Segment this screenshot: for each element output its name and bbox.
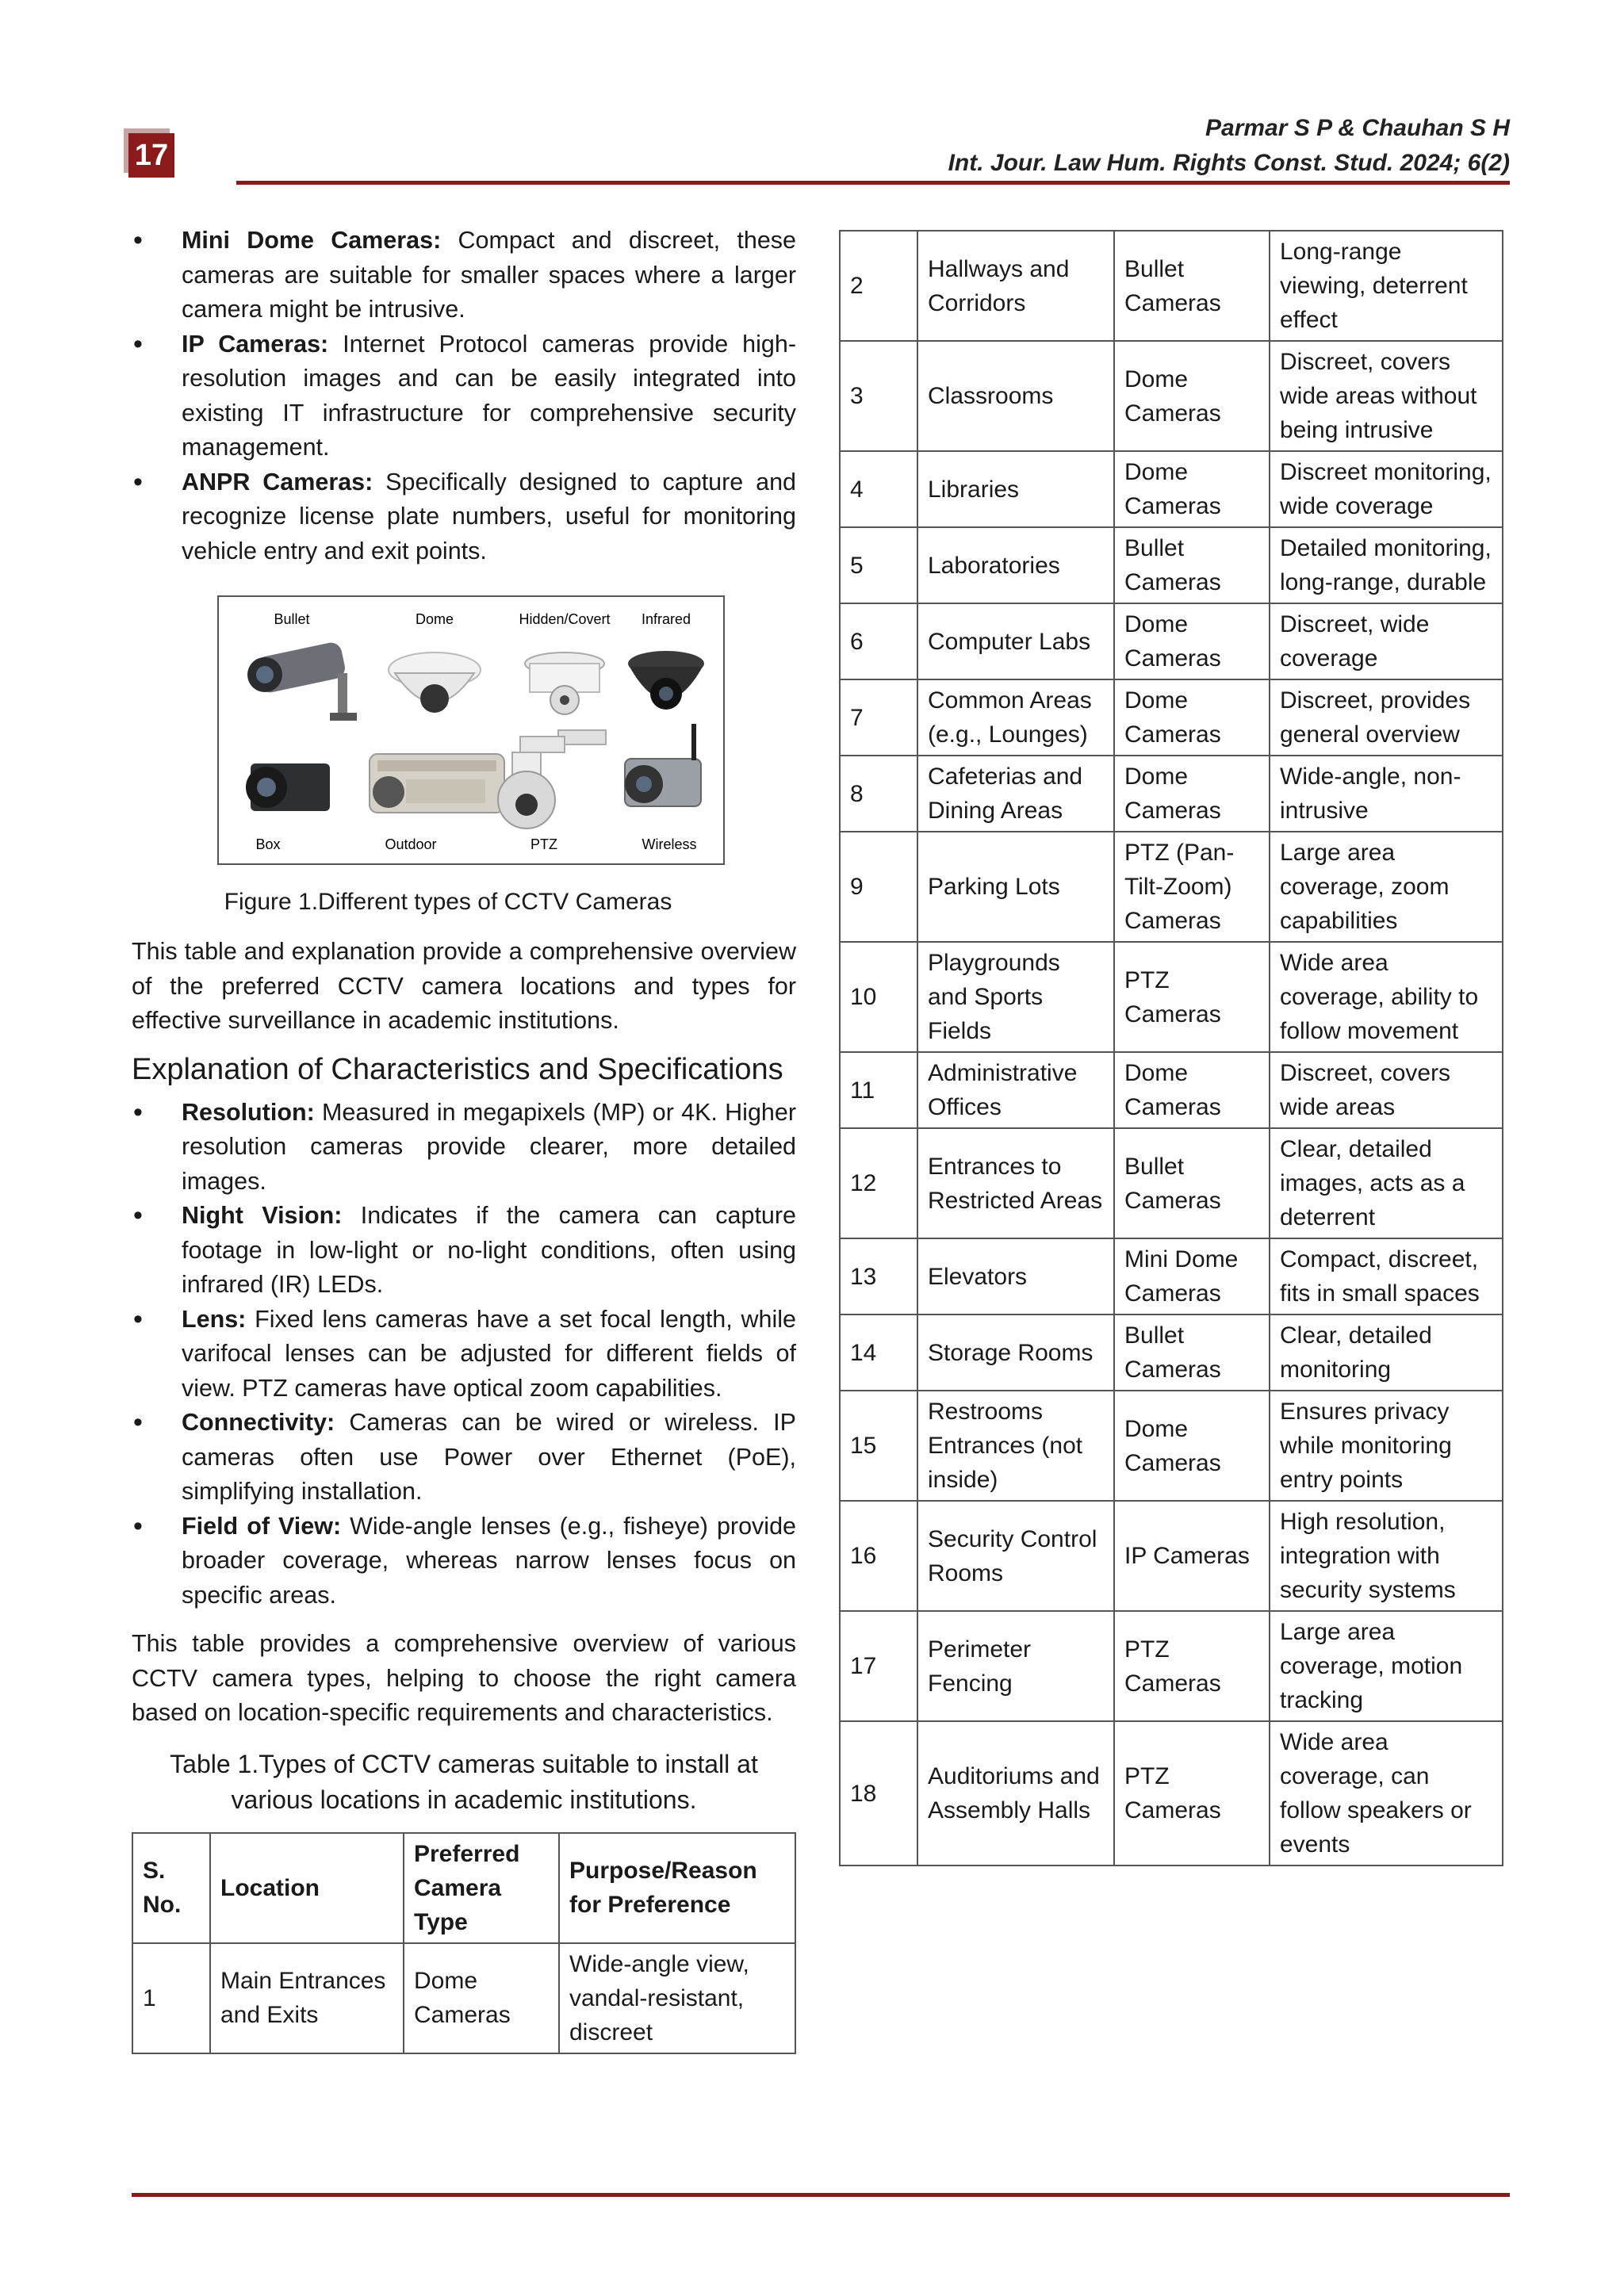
list-item: • ANPR Cameras: Specifically designed to capture and recognize license plate numbers, useful for monitoring vehicle entry and exit points. <box>132 465 796 569</box>
cell-camera-type: Bullet Cameras <box>1114 527 1270 603</box>
list-item: • Lens: Fixed lens cameras have a set focal length, while varifocal lenses can be adjusted for different fields of view. PTZ cameras have optical zoom capabilities. <box>132 1303 796 1406</box>
cell-camera-type: Dome Cameras <box>1114 1052 1270 1128</box>
cell-purpose: Large area coverage, zoom capabilities <box>1270 832 1503 942</box>
cell-camera-type: Mini Dome Cameras <box>1114 1238 1270 1314</box>
cell-location: Playgrounds and Sports Fields <box>917 942 1114 1052</box>
table-caption: Table 1.Types of CCTV cameras suitable to install at various locations in academic institutions. <box>170 1749 758 1814</box>
paragraph: This table provides a comprehensive overview of various CCTV camera types, helping to choose the right camera based on location-specific requirements and characteristics. <box>132 1630 796 1726</box>
cell-sno: 11 <box>840 1052 917 1128</box>
running-header <box>948 111 1510 181</box>
cell-sno: 7 <box>840 679 917 756</box>
figure-label-dome: Dome <box>415 611 454 627</box>
table-row <box>840 231 1503 341</box>
cell-camera-type: Dome Cameras <box>1114 1391 1270 1501</box>
cell-location: Storage Rooms <box>917 1314 1114 1391</box>
cell-purpose: Wide area coverage, can follow speakers or events <box>1270 1721 1503 1866</box>
cell-camera-type: Dome Cameras <box>1114 603 1270 679</box>
cell-purpose: High resolution, integration with security systems <box>1270 1501 1503 1611</box>
cell-camera-type: Bullet Cameras <box>1114 1314 1270 1391</box>
cell-purpose: Long-range viewing, deterrent effect <box>1270 231 1503 341</box>
list-item: • IP Cameras: Internet Protocol cameras provide high-resolution images and can be easily integrated into existing IT infrastructure for comprehensive security management. <box>132 327 796 465</box>
cell-location: Perimeter Fencing <box>917 1611 1114 1721</box>
cell-sno: 14 <box>840 1314 917 1391</box>
footer-rule <box>132 2193 1510 2197</box>
cell-sno: 17 <box>840 1611 917 1721</box>
cell-purpose: Compact, discreet, fits in small spaces <box>1270 1238 1503 1314</box>
cell-sno: 2 <box>840 231 917 341</box>
outdoor-camera-icon <box>370 754 504 813</box>
camera-type-list <box>132 224 796 568</box>
header-purpose: Purpose/Reason for Preference <box>559 1833 795 1943</box>
cell-purpose: Discreet monitoring, wide coverage <box>1270 451 1503 527</box>
figure-label-outdoor: Outdoor <box>385 836 437 852</box>
cell-location: Parking Lots <box>917 832 1114 942</box>
cell-location: Elevators <box>917 1238 1114 1314</box>
cell-location: Security Control Rooms <box>917 1501 1114 1611</box>
table-row <box>840 832 1503 942</box>
camera-table-part1 <box>132 1832 796 2054</box>
camera-illustrations <box>219 597 723 863</box>
cell-location: Entrances to Restricted Areas <box>917 1128 1114 1238</box>
cell-purpose: Discreet, wide coverage <box>1270 603 1503 679</box>
cell-sno: 3 <box>840 341 917 451</box>
cell-camera-type: Dome Cameras <box>1114 451 1270 527</box>
table-row <box>132 1943 795 2053</box>
table-row <box>840 942 1503 1052</box>
left-column <box>132 224 796 2054</box>
cell-sno: 4 <box>840 451 917 527</box>
header-authors: Parmar S P & Chauhan S H <box>1205 115 1510 141</box>
dome-camera-icon <box>389 652 481 713</box>
table-row <box>840 679 1503 756</box>
cell-location: Laboratories <box>917 527 1114 603</box>
paragraph: This table and explanation provide a comprehensive overview of the preferred CCTV camera locations and types for effective surveillance in academic institutions. <box>132 938 796 1034</box>
figure-caption: Figure 1.Different types of CCTV Cameras <box>224 889 672 915</box>
cell-location: Libraries <box>917 451 1114 527</box>
right-column <box>839 230 1503 1866</box>
header-rule <box>236 181 1510 185</box>
cell-sno: 15 <box>840 1391 917 1501</box>
camera-table-part2 <box>839 230 1503 1866</box>
cell-camera-type: Bullet Cameras <box>1114 1128 1270 1238</box>
cell-camera-type: Dome Cameras <box>1114 756 1270 832</box>
cell-purpose: Wide-angle, non-intrusive <box>1270 756 1503 832</box>
cell-location: Cafeterias and Dining Areas <box>917 756 1114 832</box>
ptz-camera-icon <box>498 730 606 828</box>
figure-label-ptz: PTZ <box>530 836 557 852</box>
table-row <box>840 1314 1503 1391</box>
header-location: Location <box>210 1833 404 1943</box>
cell-sno: 13 <box>840 1238 917 1314</box>
header-journal: Int. Jour. Law Hum. Rights Const. Stud. 2024; 6(2) <box>948 150 1510 176</box>
specifications-list <box>132 1096 796 1613</box>
cell-location: Common Areas (e.g., Lounges) <box>917 679 1114 756</box>
cctv-camera-figure <box>217 595 725 865</box>
table-row <box>840 1501 1503 1611</box>
list-item: • Field of View: Wide-angle lenses (e.g., fisheye) provide broader coverage, whereas narrow lenses focus on specific areas. <box>132 1510 796 1613</box>
list-item: • Resolution: Measured in megapixels (MP) or 4K. Higher resolution cameras provide clearer, more detailed images. <box>132 1096 796 1200</box>
table-row <box>840 527 1503 603</box>
wireless-camera-icon <box>625 724 701 806</box>
figure-label-box: Box <box>255 836 281 852</box>
box-camera-icon <box>246 763 330 811</box>
cell-purpose: Discreet, provides general overview <box>1270 679 1503 756</box>
cell-purpose: Wide-angle view, vandal-resistant, discreet <box>559 1943 795 2053</box>
cell-purpose: Detailed monitoring, long-range, durable <box>1270 527 1503 603</box>
hidden-camera-icon <box>525 652 604 714</box>
list-item: • Mini Dome Cameras: Compact and discreet, these cameras are suitable for smaller spaces where a larger camera might be intrusive. <box>132 224 796 327</box>
cell-camera-type: PTZ (Pan-Tilt-Zoom) Cameras <box>1114 832 1270 942</box>
header-sno: S. No. <box>132 1833 210 1943</box>
table-row <box>840 341 1503 451</box>
table-row <box>840 1128 1503 1238</box>
figure-label-wireless: Wireless <box>642 836 697 852</box>
cell-location: Computer Labs <box>917 603 1114 679</box>
cell-camera-type: PTZ Cameras <box>1114 1721 1270 1866</box>
cell-purpose: Ensures privacy while monitoring entry points <box>1270 1391 1503 1501</box>
cell-sno: 6 <box>840 603 917 679</box>
list-item: • Night Vision: Indicates if the camera can capture footage in low-light or no-light conditions, often using infrared (IR) LEDs. <box>132 1199 796 1303</box>
cell-location: Main Entrances and Exits <box>210 1943 404 2053</box>
cell-sno: 1 <box>132 1943 210 2053</box>
cell-location: Administrative Offices <box>917 1052 1114 1128</box>
header-camera-type: Preferred Camera Type <box>404 1833 559 1943</box>
cell-sno: 10 <box>840 942 917 1052</box>
cell-camera-type: Dome Cameras <box>1114 341 1270 451</box>
cell-purpose: Wide area coverage, ability to follow movement <box>1270 942 1503 1052</box>
cell-sno: 18 <box>840 1721 917 1866</box>
table-row <box>840 451 1503 527</box>
cell-sno: 16 <box>840 1501 917 1611</box>
table-row <box>840 756 1503 832</box>
table-row <box>840 1721 1503 1866</box>
table-row <box>840 1391 1503 1501</box>
table-row <box>840 1611 1503 1721</box>
cell-purpose: Clear, detailed images, acts as a deterrent <box>1270 1128 1503 1238</box>
infrared-camera-icon <box>628 651 704 710</box>
table-row <box>840 603 1503 679</box>
cell-purpose: Discreet, covers wide areas without being intrusive <box>1270 341 1503 451</box>
page-number: 17 <box>128 133 174 178</box>
bullet-camera-icon <box>247 641 357 721</box>
cell-location: Hallways and Corridors <box>917 231 1114 341</box>
cell-camera-type: PTZ Cameras <box>1114 1611 1270 1721</box>
cell-sno: 12 <box>840 1128 917 1238</box>
cell-purpose: Discreet, covers wide areas <box>1270 1052 1503 1128</box>
list-item: • Connectivity: Cameras can be wired or wireless. IP cameras often use Power over Ethernet (PoE), simplifying installation. <box>132 1406 796 1510</box>
cell-purpose: Large area coverage, motion tracking <box>1270 1611 1503 1721</box>
cell-purpose: Clear, detailed monitoring <box>1270 1314 1503 1391</box>
table-row <box>840 1238 1503 1314</box>
cell-camera-type: Dome Cameras <box>404 1943 559 2053</box>
table-row <box>840 1052 1503 1128</box>
section-heading: Explanation of Characteristics and Specifications <box>132 1052 783 1086</box>
cell-location: Auditoriums and Assembly Halls <box>917 1721 1114 1866</box>
cell-camera-type: IP Cameras <box>1114 1501 1270 1611</box>
cell-location: Classrooms <box>917 341 1114 451</box>
cell-sno: 5 <box>840 527 917 603</box>
cell-sno: 8 <box>840 756 917 832</box>
cell-location: Restrooms Entrances (not inside) <box>917 1391 1114 1501</box>
cell-sno: 9 <box>840 832 917 942</box>
cell-camera-type: PTZ Cameras <box>1114 942 1270 1052</box>
figure-label-hidden: Hidden/Covert <box>519 611 611 627</box>
figure-label-bullet: Bullet <box>274 611 310 627</box>
cell-camera-type: Dome Cameras <box>1114 679 1270 756</box>
table-header-row <box>132 1833 795 1943</box>
figure-label-infrared: Infrared <box>641 611 691 627</box>
cell-camera-type: Bullet Cameras <box>1114 231 1270 341</box>
